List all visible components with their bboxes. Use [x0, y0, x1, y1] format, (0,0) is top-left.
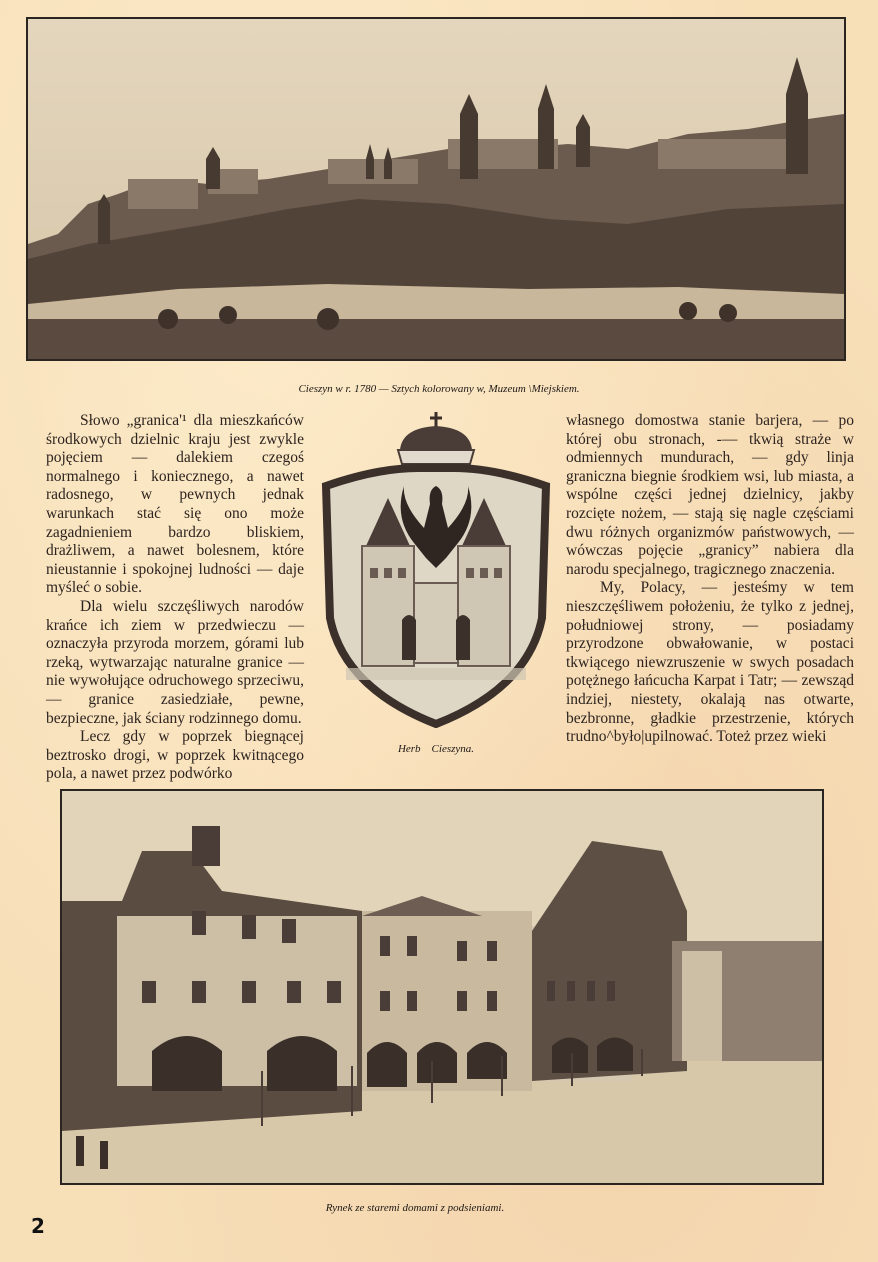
coat-of-arms-illustration	[318, 408, 554, 728]
article-right-column	[566, 412, 854, 747]
caption-top-engraving: Cieszyn w r. 1780 — Sztych kolorowany w, Muzeum \Miejskiem.	[298, 383, 580, 395]
paragraph: własnego domostwa stanie barjera, — po której obu stronach, -— tkwią straże w odmiennych mundurach, — gdy linja graniczna biegnie środkiem wsi, lub miasta, a wspólne części jednej dzielnicy, jakby rozcięte nożem, — stają się nagle częściami dwu różnych organizmów państwowych, — wówczas pojęcie „granicy” nabiera dla narodu specjalnego, tragicznego znaczenia.	[566, 412, 854, 578]
engraving-cieszyn-1780	[26, 17, 846, 361]
article-left-column	[46, 412, 304, 784]
photo-market-square	[60, 789, 824, 1185]
caption-market-square: Rynek ze staremi domami z podsieniami.	[325, 1202, 505, 1214]
coat-of-arms-figure	[318, 408, 554, 728]
paragraph: My, Polacy, — jesteśmy w tem nieszczęśliwem położeniu, że tylko z jednej, południowej strony, — posiadamy przyrodzone obwałowanie, w postaci tkwiącego niewzruszenie w swych posadach potężnego łańcucha Karpat i Tatr; — zewsząd indziej, niestety, okalają nas otwarte, bezbronne, gładkie przestrzenie, których trudno^było|upilnować. Toteż przez wieki	[566, 579, 854, 746]
paragraph: Słowo „granica'¹ dla mieszkańców środkowych dzielnic kraju jest zwykle pojęciem — dalekiem czegoś normalnego i koniecznego, a nawet radosnego, w pewnych jednak warunkach stać się ono może zagadnieniem bardzo bliskiem, drażliwem, a nawet bolesnem, które nieustannie i spokojnej ludności — daje myśleć o sobie.	[46, 412, 304, 597]
paragraph: Lecz gdy w poprzek biegnącej beztrosko drogi, w poprzek kwitnącego pola, a nawet przez podwórko	[46, 728, 304, 783]
caption-coat-of-arms: Herb Cieszyna.	[397, 743, 475, 755]
paragraph: Dla wielu szczęśliwych narodów krańce ich ziem w przedwieczu — oznaczyła przyroda morzem, górami lub rzeką, wytwarzając naturalne granice — nie wywołujące odruchowego sprzeciwu, — granice zasiedziałe, pewne, bezpieczne, jak ściany rodzinnego domu.	[46, 597, 304, 727]
page-number: 2	[31, 1214, 45, 1238]
market-square-illustration	[62, 791, 822, 1183]
panorama-illustration	[28, 19, 844, 359]
